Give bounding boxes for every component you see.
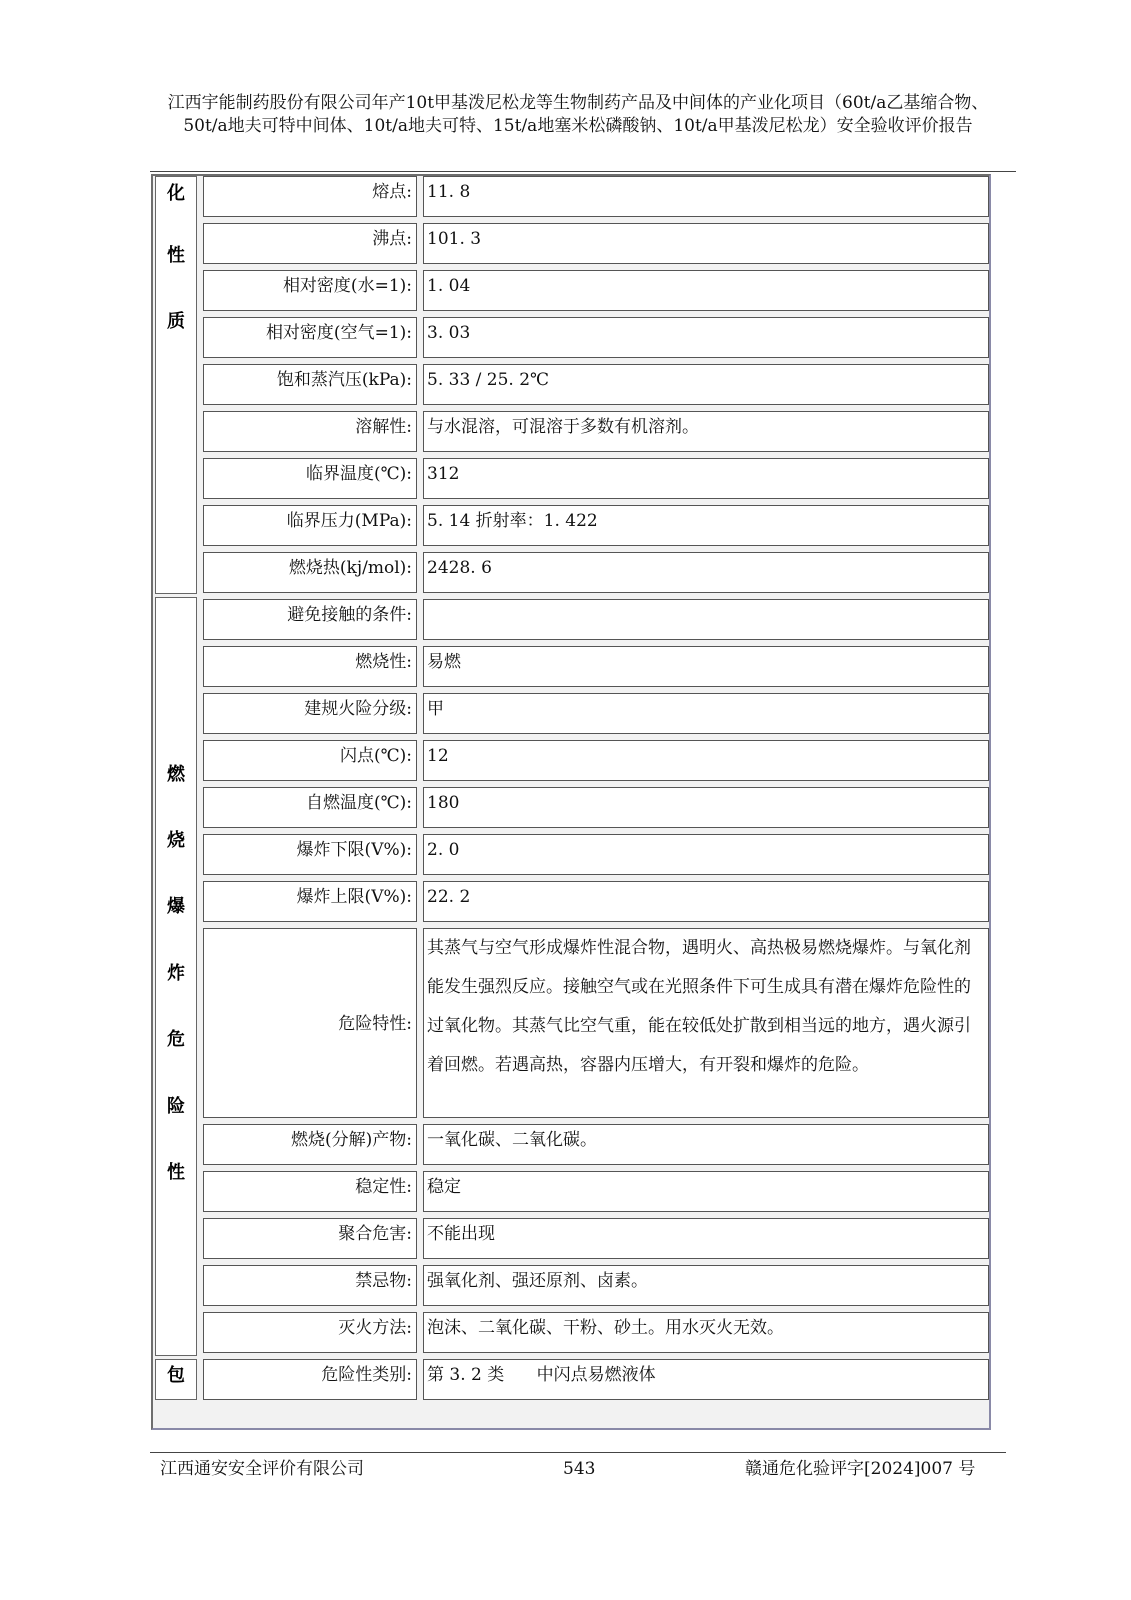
row-label-fire-hazard-class: 建规火险分级: (203, 693, 417, 734)
category-char: 性 (167, 245, 185, 266)
category-char: 质 (167, 311, 185, 332)
row-label-polymerization-hazard: 聚合危害: (203, 1218, 417, 1259)
row-value-fire-hazard-class: 甲 (423, 693, 989, 734)
row-value-lower-explosive-limit: 2. 0 (423, 834, 989, 875)
category-char: 险 (167, 1096, 185, 1117)
row-label-flash-point: 闪点(℃): (203, 740, 417, 781)
row-label-autoignition-temperature: 自燃温度(℃): (203, 787, 417, 828)
row-label-conditions-to-avoid: 避免接触的条件: (203, 599, 417, 640)
category-char: 性 (167, 1162, 185, 1183)
row-value-solubility: 与水混溶，可混溶于多数有机溶剂。 (423, 411, 989, 452)
row-value-melting-point: 11. 8 (423, 176, 989, 217)
row-value-heat-of-combustion: 2428. 6 (423, 552, 989, 593)
msds-table (151, 174, 991, 1430)
row-value-relative-density-water: 1. 04 (423, 270, 989, 311)
category-packaging (155, 1359, 197, 1400)
page-number: 543 (563, 1459, 596, 1479)
footer-divider (150, 1452, 1006, 1453)
row-label-boiling-point: 沸点: (203, 223, 417, 264)
row-label-flammability: 燃烧性: (203, 646, 417, 687)
row-value-boiling-point: 101. 3 (423, 223, 989, 264)
category-chemical-properties (155, 176, 197, 594)
row-value-hazard-category: 第 3. 2 类 中闪点易燃液体 (423, 1359, 989, 1400)
row-label-critical-pressure: 临界压力(MPa): (203, 505, 417, 546)
row-value-upper-explosive-limit: 22. 2 (423, 881, 989, 922)
category-char: 燃 (167, 764, 185, 785)
row-label-hazard-characteristics: 危险特性: (203, 928, 417, 1118)
row-value-polymerization-hazard: 不能出现 (423, 1218, 989, 1259)
category-char: 化 (167, 183, 185, 204)
row-value-extinguishing-method: 泡沫、二氧化碳、干粉、砂土。用水灭火无效。 (423, 1312, 989, 1353)
row-label-extinguishing-method: 灭火方法: (203, 1312, 417, 1353)
row-label-lower-explosive-limit: 爆炸下限(V%): (203, 834, 417, 875)
footer-document-number: 赣通危化验评字[2024]007 号 (745, 1459, 976, 1479)
row-label-incompatible-materials: 禁忌物: (203, 1265, 417, 1306)
category-char: 包 (167, 1365, 185, 1386)
row-value-flammability: 易燃 (423, 646, 989, 687)
row-value-flash-point: 12 (423, 740, 989, 781)
row-value-hazard-characteristics: 其蒸气与空气形成爆炸性混合物，遇明火、高热极易燃烧爆炸。与氧化剂能发生强烈反应。接触空气或在光照条件下可生成具有潜在爆炸危险性的过氧化物。其蒸气比空气重，能在较低处扩散到相当远的地方，遇火源引着回燃。若遇高热，容器内压增大，有开裂和爆炸的危险。 (423, 928, 989, 1118)
row-label-combustion-products: 燃烧(分解)产物: (203, 1124, 417, 1165)
row-value-combustion-products: 一氧化碳、二氧化碳。 (423, 1124, 989, 1165)
row-value-relative-density-air: 3. 03 (423, 317, 989, 358)
category-char: 炸 (167, 963, 185, 984)
row-label-melting-point: 熔点: (203, 176, 417, 217)
report-title: 江西宇能制药股份有限公司年产10t甲基泼尼松龙等生物制药产品及中间体的产业化项目（60t/a乙基缩合物、50t/a地夫可特中间体、10t/a地夫可特、15t/a地塞米松磷酸钠、10t/a甲基泼尼松龙）安全验收评价报告 (167, 93, 989, 136)
row-value-critical-pressure: 5. 14 折射率：1. 422 (423, 505, 989, 546)
row-label-hazard-category: 危险性类别: (203, 1359, 417, 1400)
category-fire-explosion-hazard (155, 597, 197, 1356)
row-value-vapor-pressure: 5. 33 / 25. 2℃ (423, 364, 989, 405)
category-char: 危 (167, 1029, 185, 1050)
header-divider (150, 171, 1016, 172)
row-value-stability: 稳定 (423, 1171, 989, 1212)
row-label-solubility: 溶解性: (203, 411, 417, 452)
row-value-conditions-to-avoid (423, 599, 989, 640)
row-label-vapor-pressure: 饱和蒸汽压(kPa): (203, 364, 417, 405)
row-label-relative-density-water: 相对密度(水=1): (203, 270, 417, 311)
row-label-upper-explosive-limit: 爆炸上限(V%): (203, 881, 417, 922)
row-label-critical-temperature: 临界温度(℃): (203, 458, 417, 499)
row-label-stability: 稳定性: (203, 1171, 417, 1212)
footer-company: 江西通安安全评价有限公司 (160, 1459, 364, 1479)
row-value-autoignition-temperature: 180 (423, 787, 989, 828)
row-value-critical-temperature: 312 (423, 458, 989, 499)
category-char: 烧 (167, 830, 185, 851)
row-label-relative-density-air: 相对密度(空气=1): (203, 317, 417, 358)
category-char: 爆 (167, 896, 185, 917)
row-value-incompatible-materials: 强氧化剂、强还原剂、卤素。 (423, 1265, 989, 1306)
row-label-heat-of-combustion: 燃烧热(kj/mol): (203, 552, 417, 593)
